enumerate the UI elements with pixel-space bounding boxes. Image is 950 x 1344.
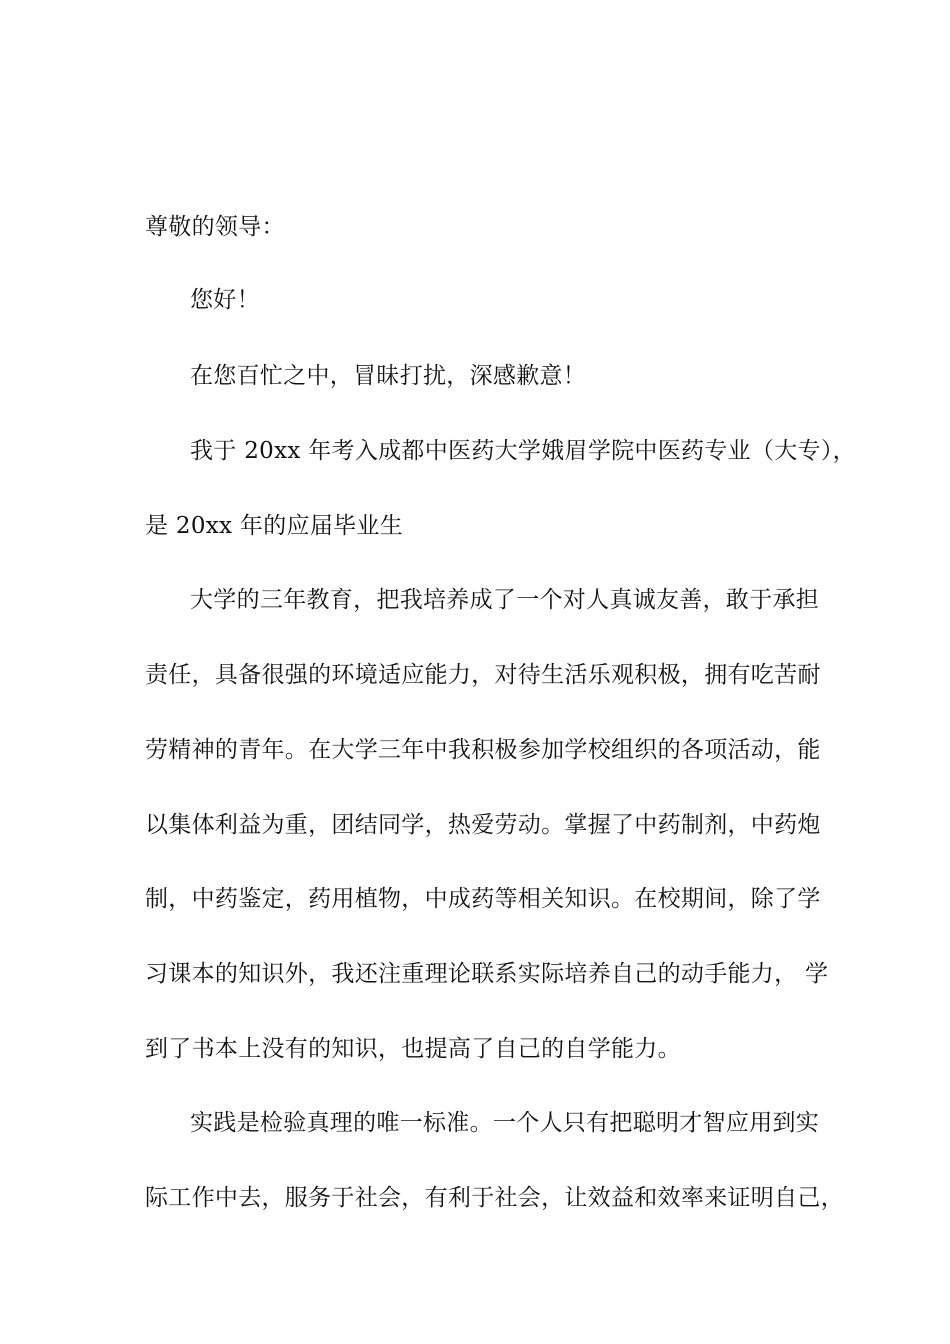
- apology-line: 在您百忙之中，冒昧打扰，深感歉意！: [190, 363, 587, 389]
- paragraph-2-line-3: 劳精神的青年。在大学三年中我积极参加学校组织的各项活动，能: [145, 737, 821, 763]
- salutation: 尊敬的领导：: [145, 214, 285, 240]
- paragraph-3-line-1: 实践是检验真理的唯一标准。一个人只有把聪明才智应用到实: [190, 1110, 820, 1136]
- paragraph-2-line-7: 到了书本上没有的知识，也提高了自己的自学能力。: [145, 1036, 681, 1062]
- intro-line-2: 是 20xx 年的应届毕业生: [145, 513, 404, 539]
- paragraph-2-line-1: 大学的三年教育，把我培养成了一个对人真诚友善，敢于承担: [190, 587, 820, 613]
- paragraph-3-line-2: 际工作中去，服务于社会，有利于社会，让效益和效率来证明自己，: [145, 1185, 844, 1211]
- intro-line-1: 我于 20xx 年考入成都中医药大学娥眉学院中医药专业（大专），: [190, 438, 856, 464]
- paragraph-2-line-2: 责任，具备很强的环境适应能力，对待生活乐观积极，拥有吃苦耐: [145, 662, 821, 688]
- greeting: 您好！: [190, 287, 260, 313]
- paragraph-2-line-6: 习课本的知识外，我还注重理论联系实际培养自己的动手能力， 学: [145, 961, 829, 987]
- paragraph-2-line-5: 制，中药鉴定，药用植物，中成药等相关知识。在校期间，除了学: [145, 886, 821, 912]
- paragraph-2-line-4: 以集体利益为重，团结同学，热爱劳动。掌握了中药制剂，中药炮: [145, 812, 821, 838]
